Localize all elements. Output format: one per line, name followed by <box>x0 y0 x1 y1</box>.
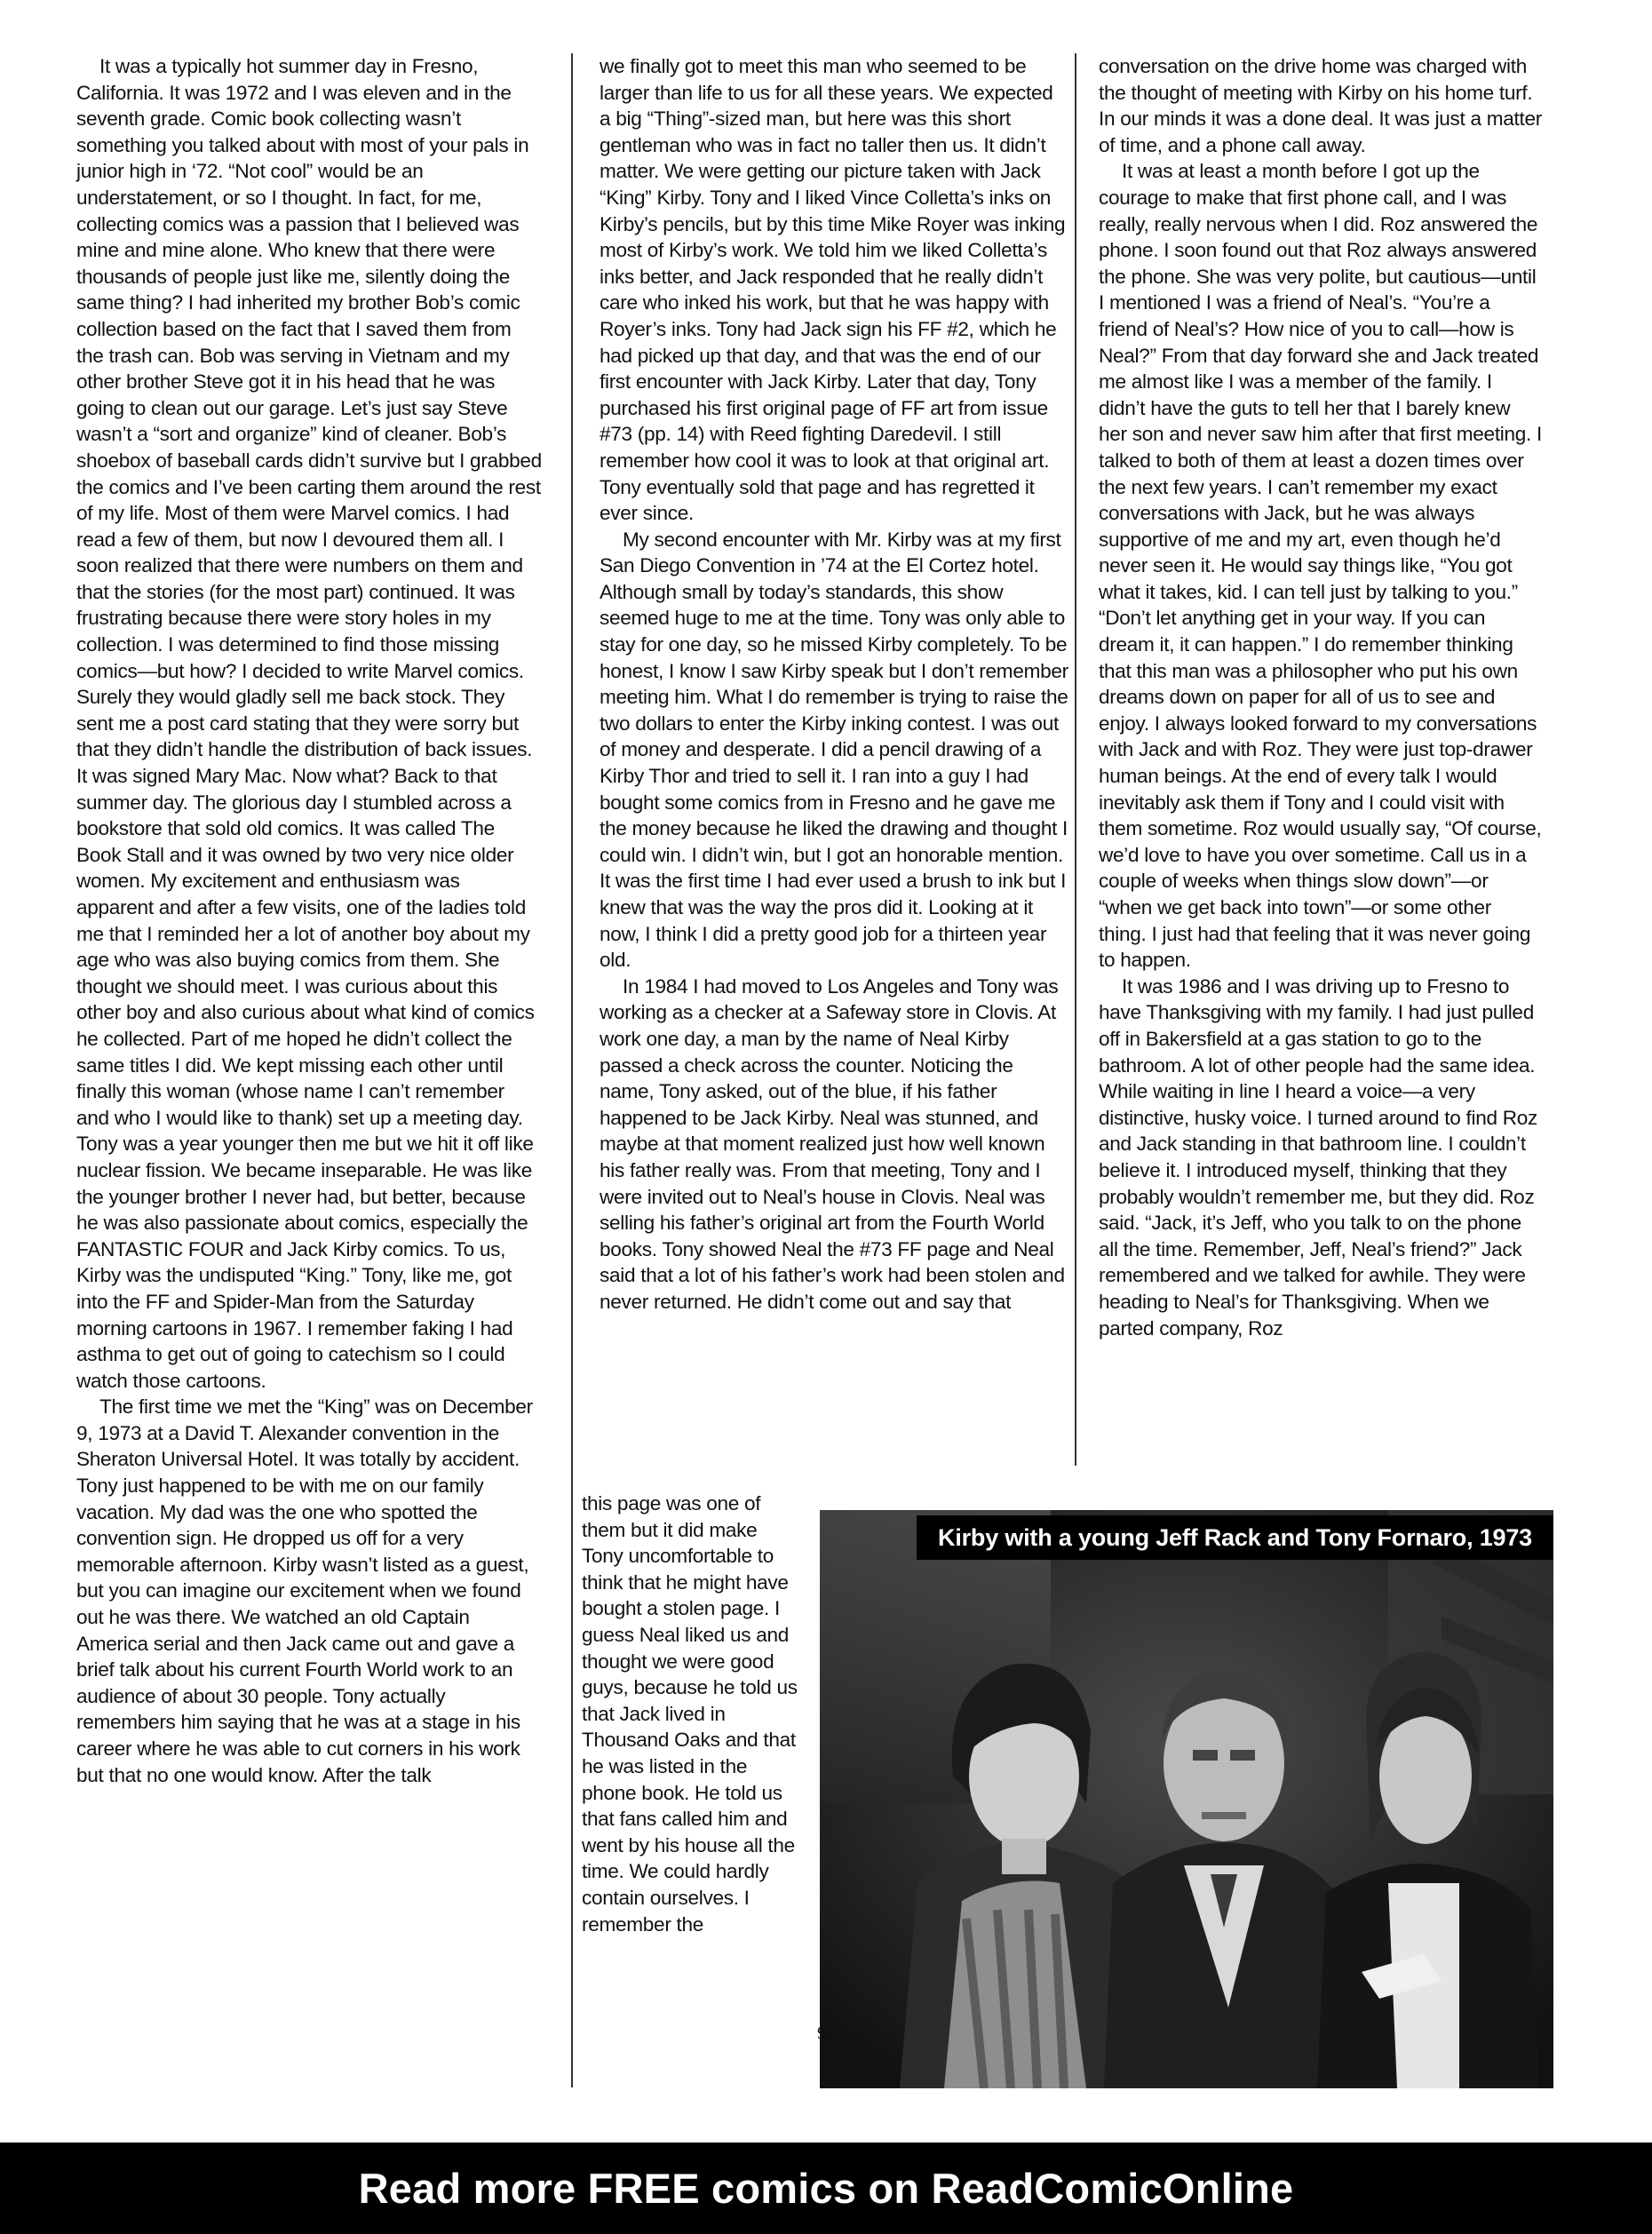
column-divider <box>571 53 573 2087</box>
paragraph-continued: we finally got to meet this man who seemed to be larger than life to us for all these years. We expected a big “Thing”-sized man, but here was this short gentleman who was in fact no taller then us. It didn’t matter. We were getting our picture taken with Jack “King” Kirby. Tony and I liked Vince Colletta’s inks on Kirby’s pencils, but by this time Mike Royer was inking most of Kirby’s work. We told him we liked Colletta’s inks better, and Jack responded that he really didn’t care who inked his work, but that he was happy with Royer’s inks. Tony had Jack sign his FF #2, which he had picked up that day, and that was the end of our first encounter with Jack Kirby. Later that day, Tony purchased his first original page of FF art from issue #73 (pp. 14) with Reed fighting Daredevil. I still remember how cool it was to look at that original art. Tony eventually sold that page and has regretted it ever since. <box>600 55 1066 525</box>
paragraph: In 1984 I had moved to Los Angeles and Tony was working as a checker at a Safeway store in Clovis. At work one day, a man by the name of Neal Kirby passed a check across the counter. Noticing the name, Tony asked, out of the blue, if his father happened to be Jack Kirby. Neal was stunned, and maybe at that moment realized just how well known his father really was. From that meeting, Tony and I were invited out to Neal’s house in Clovis. Neal was selling his father’s original art from the Fourth World books. Tony showed Neal the #73 FF page and Neal said that a lot of his father’s work had been stolen and never returned. He didn’t come out and say that <box>600 974 1065 1313</box>
footer-link-text[interactable]: Read more FREE comics on ReadComicOnline <box>358 2165 1294 2212</box>
column-divider <box>1075 53 1076 1466</box>
paragraph: It was at least a month before I got up the courage to make that first phone call, and I was really, really nervous when I did. Roz answered the phone. I soon found out that Roz always answered the phone. She was very polite, but cautious—until I mentioned I was a friend of Neal’s. “You’re a friend of Neal’s? How nice of you to call—how is Neal?” From that day forward she and Jack treated me almost like I was a member of the family. I didn’t have the guts to tell her that I barely knew her son and never saw him after that first meeting. I talked to both of them at least a dozen times over the next few years. I can’t remember my exact conversations with Jack, but he was always supportive of me and my art, even though he’d never seen it. He would say things like, “You got what it takes, kid. I can tell just by talking to you.” “Don’t let anything get in your way. If you can dream it, it can happen.” I do remember thinking that this man was a philosopher who put his own dreams down on paper for all of us to see and enjoy. I always looked forward to my conversations with Jack and with Roz. They were just top-drawer human beings. At the end of every talk I would inevitably ask them if Tony and I could visit with them sometime. Roz would usually say, “Of course, we’d love to have you over sometime. Call us in a couple of weeks when things slow down”—or “when we get back into town”—or some other thing. I just had that feeling that it was never going to happen. <box>1099 160 1542 972</box>
paragraph: My second encounter with Mr. Kirby was at my first San Diego Convention in ’74 at the El Cortez hotel. Although small by today’s standards, this show seemed huge to me at the time. Tony was only able to stay for one day, so he missed Kirby completely. To be honest, I know I saw Kirby speak but I don’t remember meeting him. What I do remember is trying to raise the two dollars to enter the Kirby inking contest. I was out of money and desperate. I did a pencil drawing of a Kirby Thor and tried to sell it. I ran into a guy I had bought some comics from in Fresno and he gave me the money because he liked the drawing and thought I could win. I didn’t win, but I got an honorable mention. It was the first time I had ever used a brush to ink but I knew that was the way the pros did it. Looking at it now, I think I did a pretty good job for a thirteen year old. <box>600 528 1068 972</box>
paragraph: It was 1986 and I was driving up to Fresno to have Thanksgiving with my family. I had just pulled off in Bakersfield at a gas station to go to the bathroom. A lot of other people had the same idea. While waiting in line I heard a voice—a very distinctive, husky voice. I turned around to find Roz and Jack standing in that bathroom line. I couldn’t believe it. I introduced myself, thinking that they probably wouldn’t remember me, but they did. Roz said. “Jack, it’s Jeff, who you talk to on the phone all the time. Remember, Jeff, Neal’s friend?” Jack remembered and we talked for awhile. They were heading to Neal’s for Thanksgiving. When we parted company, Roz <box>1099 974 1537 1340</box>
photo-illustration <box>820 1510 1553 2088</box>
photo-caption: Kirby with a young Jeff Rack and Tony Fornaro, 1973 <box>917 1515 1553 1560</box>
article-column-1 <box>76 53 542 2007</box>
paragraph-continued: conversation on the drive home was charged with the thought of meeting with Kirby on his home turf. In our minds it was a done deal. It was just a matter of time, and a phone call away. <box>1099 55 1542 156</box>
article-column-3 <box>1099 53 1543 1448</box>
photo-kirby-jeff-tony <box>820 1510 1553 2088</box>
paragraph: It was a typically hot summer day in Fresno, California. It was 1972 and I was eleven and in the seventh grade. Comic book collecting wasn’t something you talked about with most of your pals in junior high in ‘72. “Not cool” would be an understatement, or so I thought. In fact, for me, collecting comics was a passion that I believed was mine and mine alone. Who knew that there were thousands of people just like me, silently doing the same thing? I had inherited my brother Bob’s comic collection based on the fact that I saved them from the trash can. Bob was serving in Vietnam and my other brother Steve got it in his head that he was going to clean out our garage. Let’s just say Steve wasn’t a “sort and organize” kind of cleaner. Bob’s shoebox of baseball cards didn’t survive but I grabbed the comics and I’ve been carting them around the rest of my life. Most of them were Marvel comics. I had read a few of them, but now I devoured them all. I soon realized that there were numbers on them and that the stories (for the most part) continued. It was frustrating because there were story holes in my collection. I was determined to find those missing comics—but how? I decided to write Marvel comics. Surely they would gladly sell me back stock. They sent me a post card stating that they were sorry but that they didn’t handle the distribution of back issues. It was signed Mary Mac. Now what? Back to that summer day. The glorious day I stumbled across a bookstore that sold old comics. It was called The Book Stall and it was owned by two very nice older women. My excitement and enthusiasm was apparent and after a few visits, one of the ladies told me that I reminded her a lot of another boy about my age who was also buying comics from them. She thought we should meet. I was curious about this other boy and also curious about what kind of comics he collected. Part of me hoped he didn’t collect the same titles I did. We kept missing each other until finally this woman (whose name I can’t remember and who I would like to thank) set up a meeting day. Tony was a year younger then me but we hit it off like nuclear fission. We became inseparable. He was like the younger brother I never had, but better, because he was also passionate about comics, especially the FANTASTIC FOUR and Jack Kirby comics. To us, Kirby was the undisputed “King.” Tony, like me, got into the FF and Spider-Man from the Saturday morning cartoons in 1967. I remember faking I had asthma to get out of going to catechism so I could watch those cartoons. <box>76 55 542 1392</box>
footer-banner[interactable] <box>0 2143 1652 2234</box>
paragraph: The first time we met the “King” was on December 9, 1973 at a David T. Alexander convention in the Sheraton Universal Hotel. It was totally by accident. Tony just happened to be with me on our family vacation. My dad was the one who spotted the convention sign. He dropped us off for a very memorable afternoon. Kirby wasn’t listed as a guest, but you can imagine our excitement when we found out he was there. We watched an old Captain America serial and then Jack came out and gave a brief talk about his current Fourth World work to an audience of about 30 people. Tony actually remembers him saying that he was at a stage in his career where he was able to cut corners in his work but that no one would know. After the talk <box>76 1395 533 1786</box>
page-number: 95 <box>817 2023 835 2043</box>
article-wrap-text: this page was one of them but it did make Tony uncomfortable to think that he might have bought a stolen page. I guess Neal liked us and thought we were good guys, because he told us that Jack lived in Thousand Oaks and that he was listed in the phone book. He told us that fans called him and went by his house all the time. We could hardly contain ourselves. I remember the <box>582 1492 798 1936</box>
